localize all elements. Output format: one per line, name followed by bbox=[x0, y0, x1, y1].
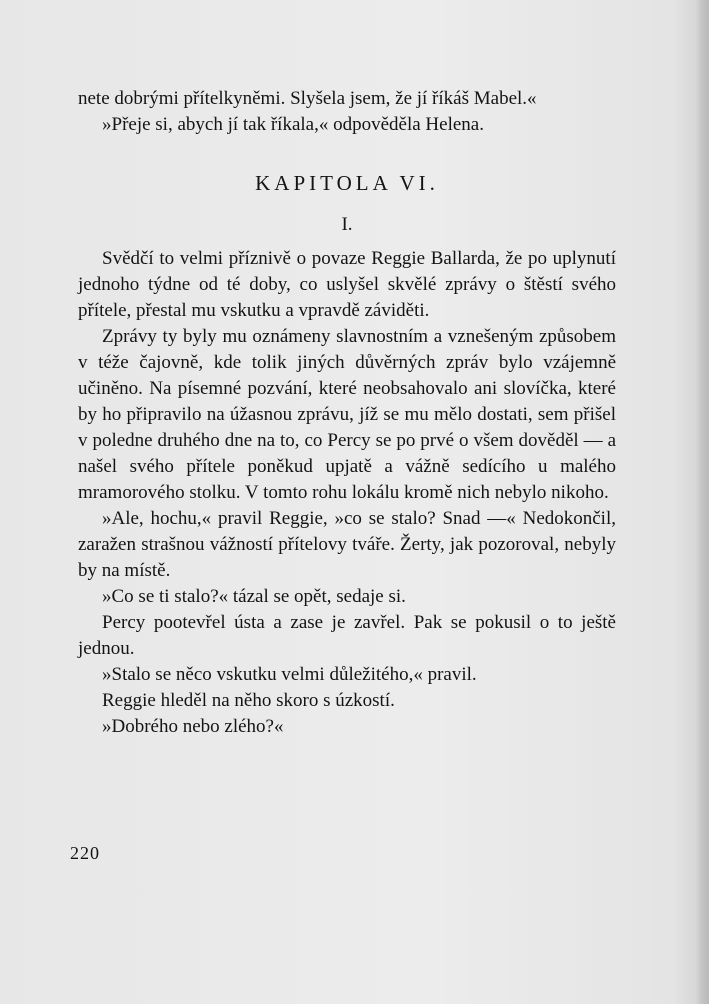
paragraph: »Stalo se něco vskutku velmi důležitého,« pravil. bbox=[102, 664, 477, 685]
page-text-block bbox=[78, 86, 616, 740]
paragraph-continuation: nete dobrými přítelkyněmi. Slyšela jsem, že jí říkáš Mabel.« bbox=[78, 88, 537, 109]
page-number: 220 bbox=[70, 843, 100, 863]
paragraph: Svědčí to velmi příznivě o povaze Reggie Ballarda, že po uplynutí jednoho týdne od té doby, co uslyšel skvělé zprávy o štěstí svého přítele, přestal mu vskutku a vpravdě záviděti. bbox=[78, 248, 616, 321]
paragraph-helena-reply: »Přeje si, abych jí tak říkala,« odpověděla Helena. bbox=[102, 114, 484, 135]
paragraph: »Co se ti stalo?« tázal se opět, sedaje si. bbox=[102, 586, 406, 607]
chapter-heading: KAPITOLA VI. bbox=[255, 171, 439, 195]
paragraph: Zprávy ty byly mu oznámeny slavnostním a vznešeným způsobem v téže čajovně, kde tolik jiných důvěrných zpráv bylo vzájemně učiněno. Na písemné pozvání, které neobsahovalo ani slovíčka, které by ho připravilo na úžasnou zprávu, jíž se mu mělo dostati, sem přišel v poledne druhého dne na to, co Percy se po prvé o všem dověděl — a našel svého přítele poněkud upjatě a vážně sedícího u malého mramorového stolku. V tomto rohu lokálu kromě nich nebylo nikoho. bbox=[78, 326, 616, 503]
paragraph: Percy pootevřel ústa a zase je zavřel. Pak se pokusil o to ještě jednou. bbox=[78, 612, 616, 659]
paragraph: Reggie hleděl na něho skoro s úzkostí. bbox=[102, 690, 395, 711]
paragraph: »Ale, hochu,« pravil Reggie, »co se stalo? Snad —« Nedokončil, zaražen strašnou vážností přítelovy tváře. Žerty, jak pozoroval, nebyly by na místě. bbox=[78, 508, 616, 581]
section-number: I. bbox=[341, 214, 353, 235]
paragraph: »Dobrého nebo zlého?« bbox=[102, 716, 284, 737]
page-gutter-shadow bbox=[695, 0, 709, 1004]
